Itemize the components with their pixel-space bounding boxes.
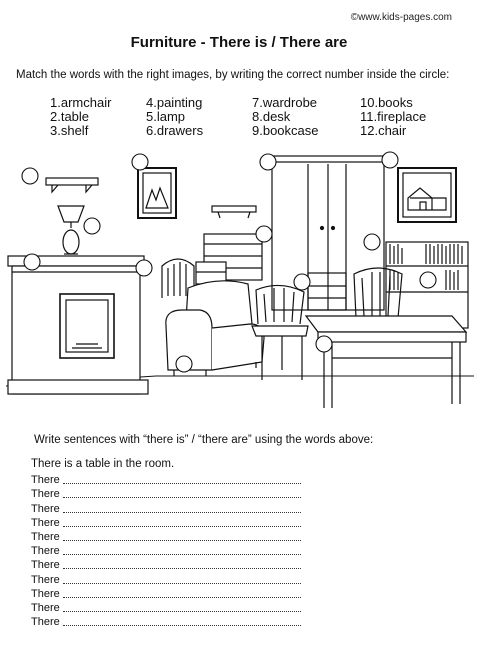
word-column xyxy=(360,96,470,138)
word-item: 12.chair xyxy=(360,123,407,138)
table-lamp xyxy=(58,206,84,254)
line-start-word: There xyxy=(31,545,60,558)
dotted-line[interactable] xyxy=(63,545,301,555)
line-start-word: There xyxy=(31,601,60,614)
answer-circle xyxy=(260,154,276,170)
line-start-word: There xyxy=(31,587,60,600)
line-start-word: There xyxy=(31,573,60,586)
word-list xyxy=(50,96,470,138)
word-column xyxy=(146,96,252,138)
word-item: 9.bookcase xyxy=(252,123,319,138)
dotted-line[interactable] xyxy=(63,531,301,541)
match-instruction: Match the words with the right images, by writing the correct number inside the circle: xyxy=(16,69,450,81)
line-start-word: There xyxy=(31,530,60,543)
dotted-line[interactable] xyxy=(63,474,301,484)
word-column xyxy=(50,96,146,138)
answer-circle xyxy=(316,336,332,352)
line-start-word: There xyxy=(31,616,60,629)
answer-circle xyxy=(176,356,192,372)
answer-line[interactable] xyxy=(31,543,301,557)
answer-line[interactable] xyxy=(31,500,301,514)
answer-line[interactable] xyxy=(31,614,301,628)
line-start-word: There xyxy=(31,502,60,515)
word-item: 10.books xyxy=(360,95,413,110)
answer-line[interactable] xyxy=(31,571,301,585)
word-item: 4.painting xyxy=(146,95,203,110)
wall-shelf-small xyxy=(212,206,256,218)
word-item: 11.fireplace xyxy=(360,109,427,124)
worksheet-title: Furniture - There is / There are xyxy=(130,34,348,51)
answer-circle xyxy=(420,272,436,288)
example-sentence: There is a table in the room. xyxy=(31,458,175,470)
answer-lines xyxy=(31,472,301,628)
dotted-line[interactable] xyxy=(63,488,301,498)
dotted-line[interactable] xyxy=(63,559,301,569)
word-item: 3.shelf xyxy=(50,123,89,138)
answer-line[interactable] xyxy=(31,486,301,500)
line-start-word: There xyxy=(31,488,60,501)
dotted-line[interactable] xyxy=(63,574,301,584)
word-item: 6.drawers xyxy=(146,123,204,138)
answer-circle xyxy=(294,274,310,290)
wardrobe xyxy=(268,156,388,310)
dotted-line[interactable] xyxy=(63,503,301,513)
line-start-word: There xyxy=(31,474,60,487)
answer-circle xyxy=(132,154,148,170)
line-start-word: There xyxy=(31,559,60,572)
line-start-word: There xyxy=(31,516,60,529)
word-item: 1.armchair xyxy=(50,95,112,110)
answer-circle xyxy=(364,234,380,250)
answer-circle xyxy=(24,254,40,270)
dining-table xyxy=(306,316,466,408)
living-room-illustration xyxy=(6,148,474,430)
answer-circle xyxy=(382,152,398,168)
painting-frame xyxy=(138,168,176,218)
answer-line[interactable] xyxy=(31,586,301,600)
room-drawing xyxy=(6,148,474,430)
answer-line[interactable] xyxy=(31,557,301,571)
answer-line[interactable] xyxy=(31,600,301,614)
dotted-line[interactable] xyxy=(63,602,301,612)
answer-line[interactable] xyxy=(31,472,301,486)
answer-circle xyxy=(136,260,152,276)
answer-circle xyxy=(256,226,272,242)
house-picture xyxy=(398,168,456,222)
word-item: 2.table xyxy=(50,109,90,124)
fireplace xyxy=(8,256,148,394)
dotted-line[interactable] xyxy=(63,588,301,598)
dotted-line[interactable] xyxy=(63,517,301,527)
answer-line[interactable] xyxy=(31,515,301,529)
write-instruction: Write sentences with “there is” / “there are” using the words above: xyxy=(34,434,374,446)
word-item: 8.desk xyxy=(252,109,291,124)
dotted-line[interactable] xyxy=(63,616,301,626)
word-item: 5.lamp xyxy=(146,109,186,124)
answer-line[interactable] xyxy=(31,529,301,543)
answer-circle xyxy=(22,168,38,184)
wall-shelf-left xyxy=(46,178,98,192)
answer-circle xyxy=(84,218,100,234)
word-item: 7.wardrobe xyxy=(252,95,318,110)
copyright-notice: ©www.kids-pages.com xyxy=(350,12,452,23)
word-column xyxy=(252,96,360,138)
